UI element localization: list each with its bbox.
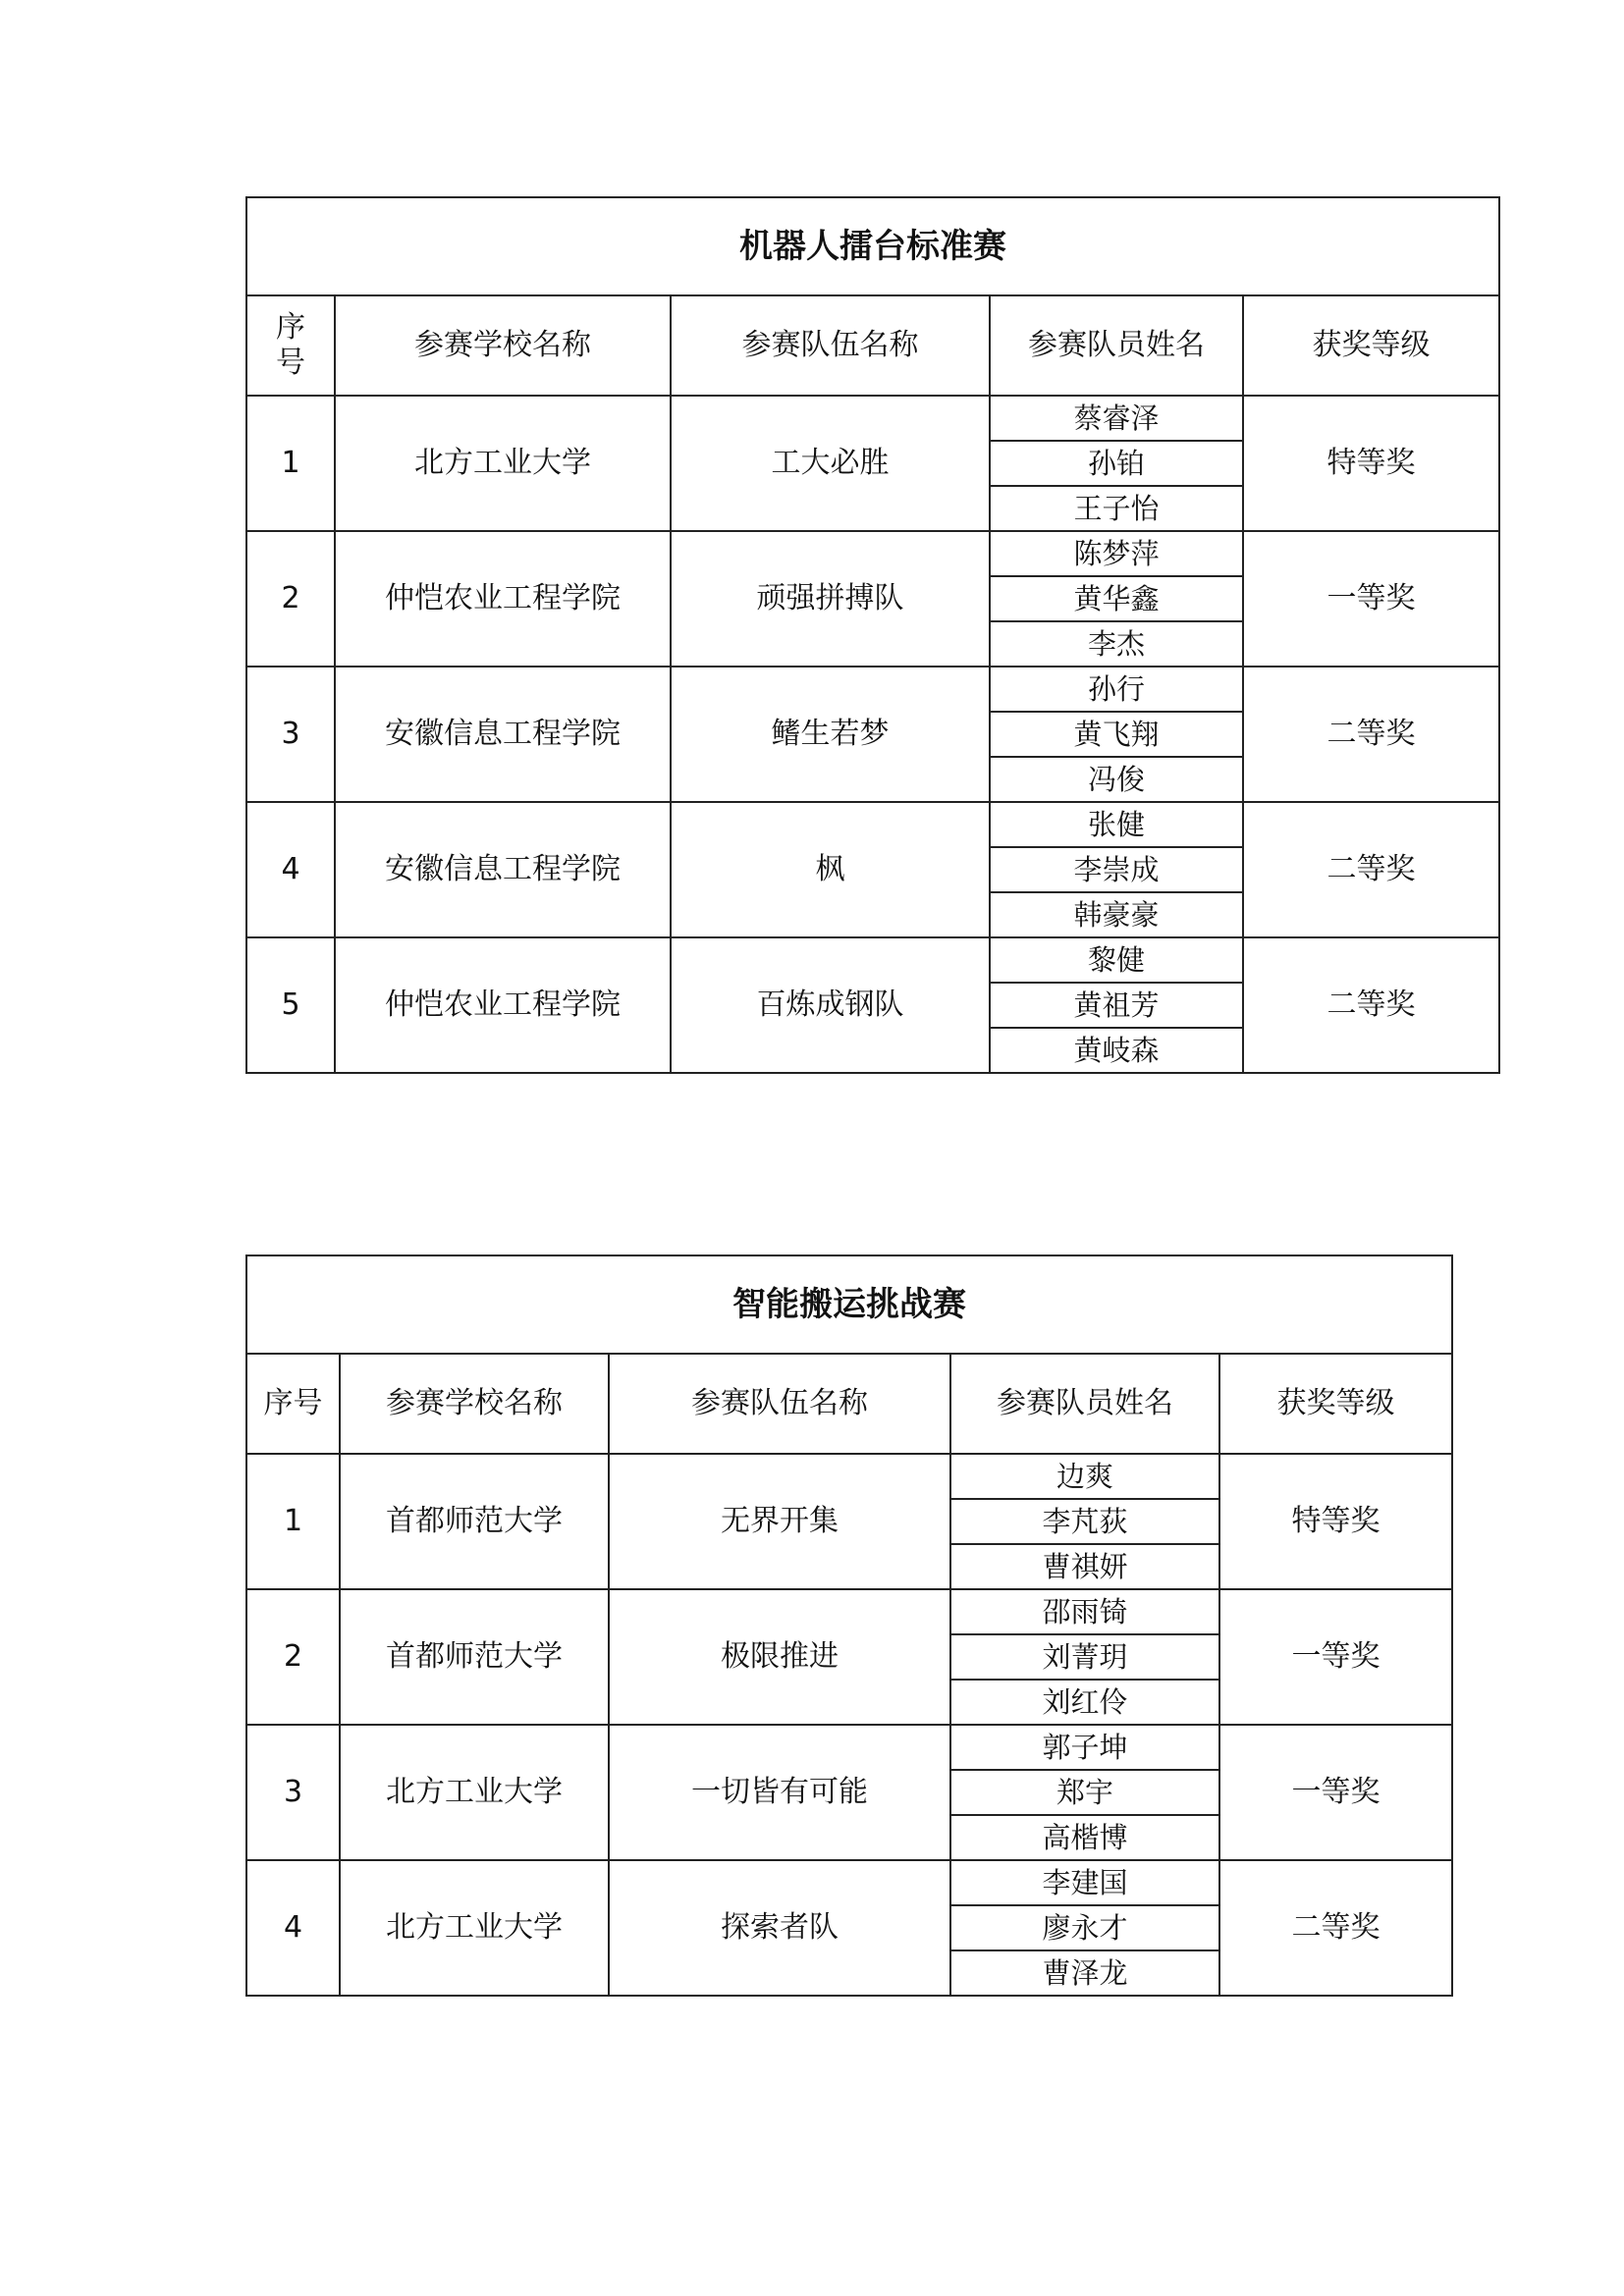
- row-number: 4: [246, 802, 335, 937]
- member-name: 邵雨锜: [950, 1589, 1219, 1634]
- award-level: 二等奖: [1219, 1860, 1452, 1996]
- member-name: 王子怡: [990, 486, 1243, 531]
- member-name: 黄飞翔: [990, 712, 1243, 757]
- table-row: [246, 1860, 1452, 1905]
- member-name: 李杰: [990, 621, 1243, 667]
- award-table-robot-arena: [245, 196, 1500, 1074]
- team-name: 枫: [671, 802, 990, 937]
- team-name: 鳍生若梦: [671, 667, 990, 802]
- team-name: 极限推进: [609, 1589, 950, 1725]
- member-name: 曹泽龙: [950, 1950, 1219, 1996]
- award-level: 一等奖: [1243, 531, 1499, 667]
- header-award: 获奖等级: [1243, 295, 1499, 396]
- team-name: 工大必胜: [671, 396, 990, 531]
- school-name: 安徽信息工程学院: [335, 667, 671, 802]
- member-name: 李芃荻: [950, 1499, 1219, 1544]
- row-number: 1: [246, 1454, 340, 1589]
- row-number: 3: [246, 1725, 340, 1860]
- school-name: 安徽信息工程学院: [335, 802, 671, 937]
- member-name: 张健: [990, 802, 1243, 847]
- member-name: 陈梦萍: [990, 531, 1243, 576]
- school-name: 北方工业大学: [340, 1725, 609, 1860]
- header-award: 获奖等级: [1219, 1354, 1452, 1454]
- award-level: 特等奖: [1243, 396, 1499, 531]
- member-name: 韩豪豪: [990, 892, 1243, 937]
- team-name: 顽强拼搏队: [671, 531, 990, 667]
- row-number: 2: [246, 1589, 340, 1725]
- school-name: 仲恺农业工程学院: [335, 937, 671, 1073]
- member-name: 曹祺妍: [950, 1544, 1219, 1589]
- member-name: 高楷博: [950, 1815, 1219, 1860]
- member-name: 李建国: [950, 1860, 1219, 1905]
- school-name: 首都师范大学: [340, 1589, 609, 1725]
- table-row: [246, 396, 1499, 441]
- header-school: 参赛学校名称: [340, 1354, 609, 1454]
- award-level: 一等奖: [1219, 1725, 1452, 1860]
- award-level: 二等奖: [1243, 937, 1499, 1073]
- member-name: 刘菁玥: [950, 1634, 1219, 1680]
- award-level: 二等奖: [1243, 667, 1499, 802]
- team-name: 无界开集: [609, 1454, 950, 1589]
- school-name: 北方工业大学: [335, 396, 671, 531]
- member-name: 廖永才: [950, 1905, 1219, 1950]
- award-level: 特等奖: [1219, 1454, 1452, 1589]
- member-name: 边爽: [950, 1454, 1219, 1499]
- school-name: 仲恺农业工程学院: [335, 531, 671, 667]
- table-row: [246, 1589, 1452, 1634]
- award-level: 一等奖: [1219, 1589, 1452, 1725]
- header-team: 参赛队伍名称: [609, 1354, 950, 1454]
- row-number: 4: [246, 1860, 340, 1996]
- header-members: 参赛队员姓名: [950, 1354, 1219, 1454]
- table-row: [246, 802, 1499, 847]
- member-name: 蔡睿泽: [990, 396, 1243, 441]
- team-name: 一切皆有可能: [609, 1725, 950, 1860]
- member-name: 刘红伶: [950, 1680, 1219, 1725]
- team-name: 探索者队: [609, 1860, 950, 1996]
- header-members: 参赛队员姓名: [990, 295, 1243, 396]
- award-level: 二等奖: [1243, 802, 1499, 937]
- table-row: [246, 1454, 1452, 1499]
- row-number: 1: [246, 396, 335, 531]
- row-number: 3: [246, 667, 335, 802]
- member-name: 黄岐森: [990, 1028, 1243, 1073]
- row-number: 2: [246, 531, 335, 667]
- member-name: 黄华鑫: [990, 576, 1243, 621]
- header-team: 参赛队伍名称: [671, 295, 990, 396]
- header-school: 参赛学校名称: [335, 295, 671, 396]
- member-name: 孙行: [990, 667, 1243, 712]
- row-number: 5: [246, 937, 335, 1073]
- member-name: 孙铂: [990, 441, 1243, 486]
- table-row: [246, 1725, 1452, 1770]
- award-table-smart-transport: [245, 1255, 1453, 1997]
- header-no: 序号: [246, 1354, 340, 1454]
- table-title: 机器人擂台标准赛: [246, 197, 1499, 295]
- member-name: 黄祖芳: [990, 983, 1243, 1028]
- table-row: [246, 937, 1499, 983]
- member-name: 黎健: [990, 937, 1243, 983]
- table-row: [246, 667, 1499, 712]
- table-row: [246, 531, 1499, 576]
- team-name: 百炼成钢队: [671, 937, 990, 1073]
- member-name: 郭子坤: [950, 1725, 1219, 1770]
- member-name: 李崇成: [990, 847, 1243, 892]
- member-name: 郑宇: [950, 1770, 1219, 1815]
- school-name: 首都师范大学: [340, 1454, 609, 1589]
- header-no: 序 号: [246, 295, 335, 396]
- table-title: 智能搬运挑战赛: [246, 1255, 1452, 1354]
- school-name: 北方工业大学: [340, 1860, 609, 1996]
- member-name: 冯俊: [990, 757, 1243, 802]
